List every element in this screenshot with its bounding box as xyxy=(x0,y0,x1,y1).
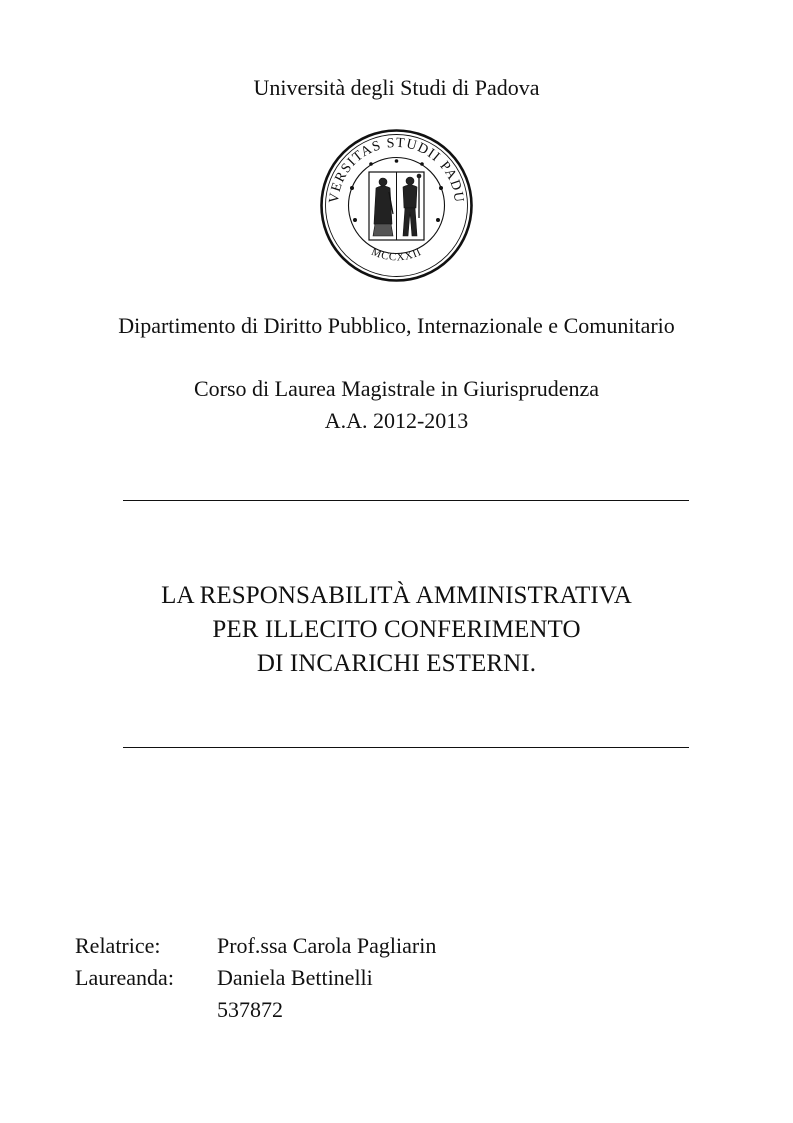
university-seal-logo xyxy=(319,128,474,283)
bottom-divider xyxy=(123,747,689,748)
department-name: Dipartimento di Diritto Pubblico, Internazionale e Comunitario xyxy=(118,313,675,338)
student-row xyxy=(0,963,793,993)
thesis-title-line-3: DI INCARICHI ESTERNI. xyxy=(256,650,537,677)
seal-emblem-icon xyxy=(319,128,474,283)
thesis-title-line-1: LA RESPONSABILITÀ AMMINISTRATIVA xyxy=(161,582,632,609)
student-id-row xyxy=(0,995,793,1025)
thesis-title-line-2: PER ILLECITO CONFERIMENTO xyxy=(212,616,581,643)
student-id: 537872 xyxy=(217,997,283,1022)
top-divider xyxy=(123,500,689,501)
student-label: Laureanda: xyxy=(75,965,174,990)
course-name: Corso di Laurea Magistrale in Giurisprudenza xyxy=(193,376,600,401)
supervisor-label: Relatrice: xyxy=(75,933,161,958)
supervisor-row xyxy=(0,931,793,961)
student-name: Daniela Bettinelli xyxy=(217,965,373,990)
seal-year: MCCXXII xyxy=(369,245,424,264)
seal-motto: VERSITAS STUDII PADU xyxy=(326,135,467,205)
university-name: Università degli Studi di Padova xyxy=(253,75,540,100)
academic-year: A.A. 2012-2013 xyxy=(324,408,469,433)
supervisor-name: Prof.ssa Carola Pagliarin xyxy=(217,933,437,958)
